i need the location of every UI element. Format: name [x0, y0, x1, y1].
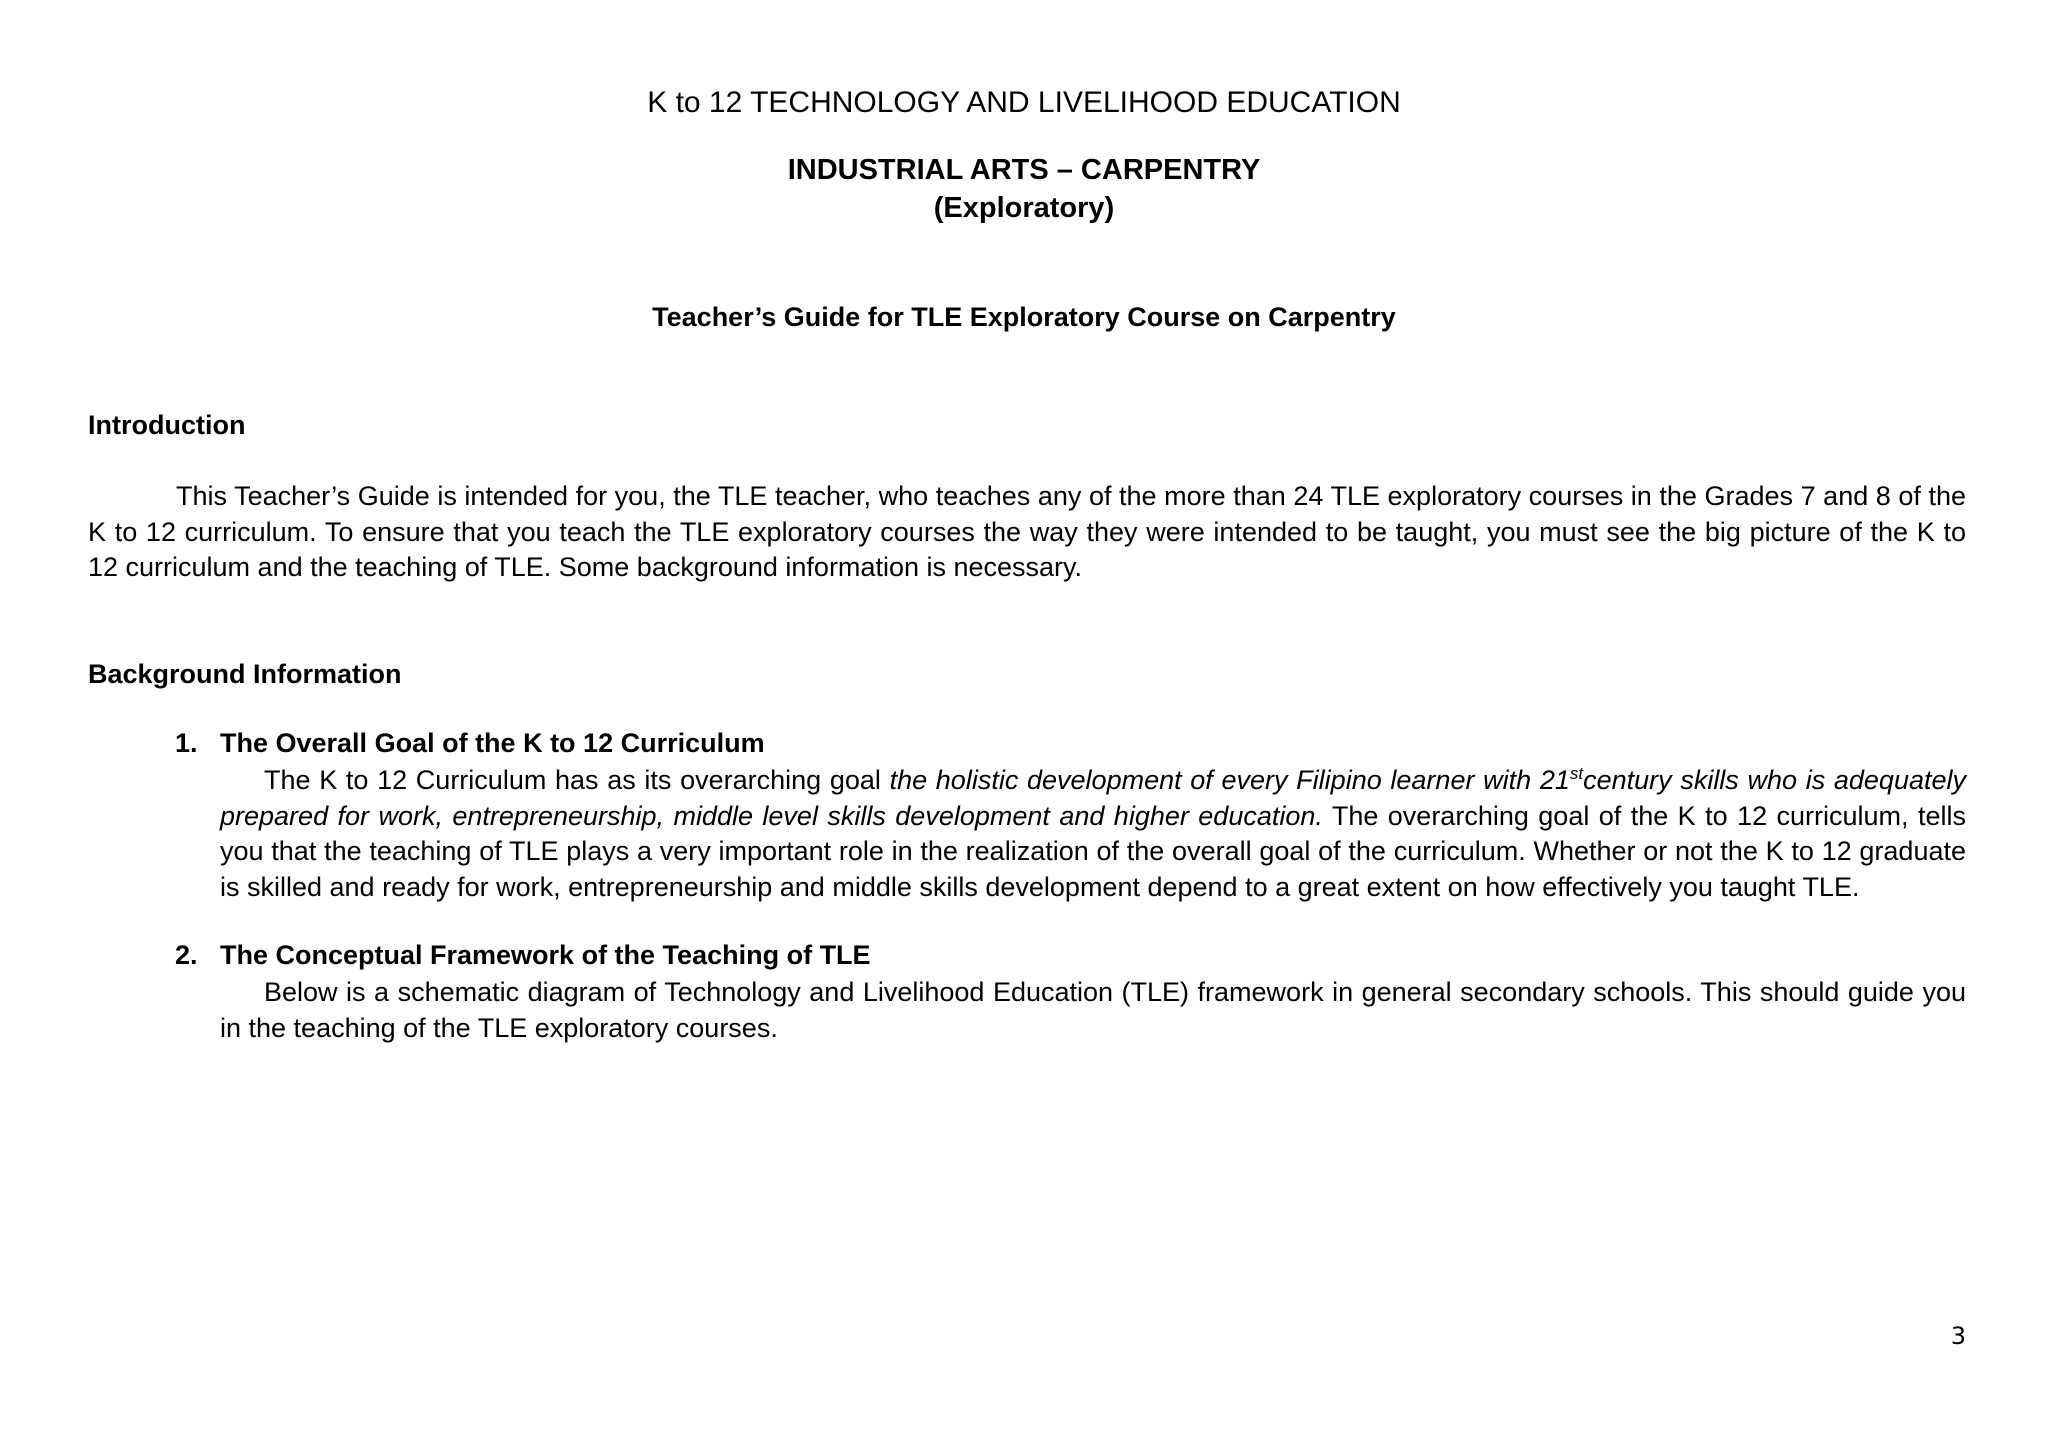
body-italic-text-continued: century skills who is adequately prepared for work, entrepreneurship, middle level skills development and higher education. [220, 765, 1966, 831]
subject-title: INDUSTRIAL ARTS – CARPENTRY [787, 154, 1261, 186]
list-item-title: The Overall Goal of the K to 12 Curriculum [220, 728, 765, 758]
background-heading: Background Information [88, 659, 402, 689]
introduction-heading: Introduction [88, 410, 246, 440]
subject-title-block [0, 151, 2048, 227]
body-italic-text: the holistic development of every Filipino learner with 21 [889, 765, 1570, 795]
document-top-title: K to 12 TECHNOLOGY AND LIVELIHOOD EDUCATION [647, 86, 1401, 119]
page-number: 3 [1950, 1322, 1966, 1350]
list-item-number: 1. [175, 728, 198, 758]
introduction-paragraph: This Teacher’s Guide is intended for you, the TLE teacher, who teaches any of the more than 24 TLE exploratory courses in the Grades 7 and 8 of the K to 12 curriculum. To ensure that you teach the TLE exploratory courses the way they were intended to be taught, you must see the big picture of the K to 12 curriculum and the teaching of TLE. Some background information is necessary. [88, 481, 1966, 582]
list-item-body [220, 763, 1966, 905]
body-superscript: st [1569, 764, 1584, 783]
guide-title: Teacher’s Guide for TLE Exploratory Course on Carpentry [652, 302, 1396, 332]
list-item-number: 2. [175, 940, 198, 970]
body-rest-text: The overarching goal of the K to 12 curriculum, tells you that the teaching of TLE plays a very important role in the realization of the overall goal of the curriculum. Whether or not the K to 12 graduate is skilled and ready for work, entrepreneurship and middle skills development depend to a great extent on how effectively you taught TLE. [220, 800, 1966, 902]
list-item-title: The Conceptual Framework of the Teaching of TLE [220, 940, 871, 970]
list-item-body: Below is a schematic diagram of Technology and Livelihood Education (TLE) framework in general secondary schools. This should guide you in the teaching of the TLE exploratory courses. [220, 977, 1966, 1043]
body-lead-text: The K to 12 Curriculum has as its overarching goal [264, 765, 890, 795]
subject-subtitle: (Exploratory) [933, 192, 1115, 224]
